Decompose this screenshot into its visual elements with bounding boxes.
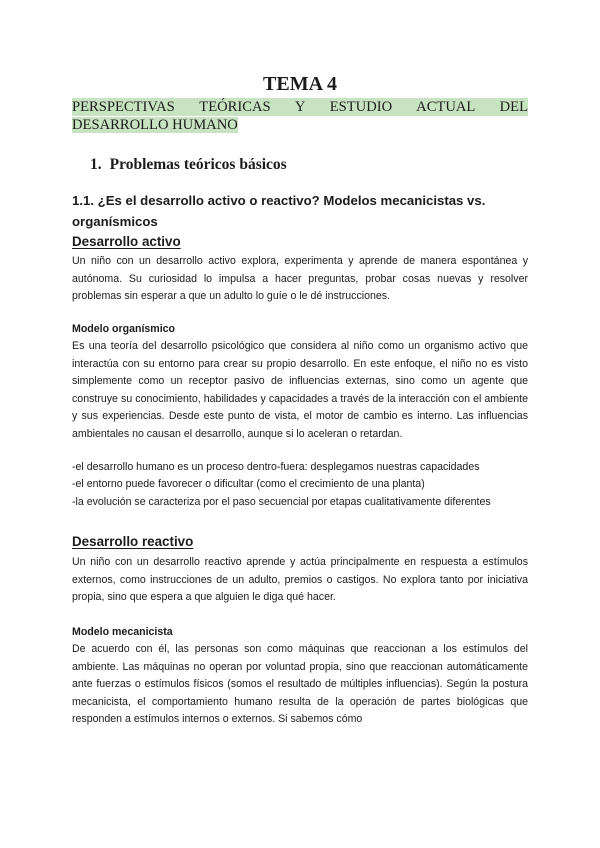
page-subtitle bbox=[72, 98, 528, 134]
section-heading bbox=[90, 156, 287, 174]
organismic-model-text: Es una teoría del desarrollo psicológico que considera al niño como un organismo activo que interactúa con su entorno para crear su propio desarrollo. En este enfoque, el niño no es visto simplemente como un receptor pasivo de influencias externas, sino como un agente que construye su conocimiento, habilidades y capacidades a través de la interacción con el ambiente y sus experiencias. Desde este punto de vista, el motor de cambio es interno. Las influencias ambientales no causan el desarrollo, aunque si lo aceleran o retardan. bbox=[72, 340, 528, 440]
subsection-heading: 1.1. ¿Es el desarrollo activo o reactivo? Modelos mecanicistas vs. organísmicos bbox=[72, 193, 486, 229]
subtitle-line-2: DESARROLLO HUMANO bbox=[72, 117, 238, 133]
list-item: -la evolución se caracteriza por el paso secuencial por etapas cualitativamente diferentes bbox=[72, 495, 491, 508]
document-page bbox=[72, 72, 528, 726]
subtitle-line-1: PERSPECTIVAS TEÓRICAS Y ESTUDIO ACTUAL DEL bbox=[72, 99, 528, 115]
section-title: Problemas teóricos básicos bbox=[109, 156, 287, 173]
mechanistic-model-label: Modelo mecanicista bbox=[72, 626, 173, 638]
section-number: 1. bbox=[90, 156, 102, 173]
page-title: TEMA 4 bbox=[263, 73, 337, 95]
mechanistic-model-text: De acuerdo con él, las personas son como máquinas que reaccionan a los estímulos del ambiente. Las máquinas no operan por voluntad propia, sino que reaccionan automáticamente ante fuerzas o estímulos físicos (somos el resultado de múltiples influencias). Según la postura mecanicista, el comportamiento humano resulta de la operación de partes biológicas que responden a estímulos internos o externos. Si sabemos cómo bbox=[72, 643, 528, 726]
organismic-model-label: Modelo organísmico bbox=[72, 323, 176, 335]
active-development-heading: Desarrollo activo bbox=[72, 234, 181, 249]
organismic-bullet-list bbox=[72, 459, 528, 511]
reactive-development-text: Un niño con un desarrollo reactivo aprende y actúa principalmente en respuesta a estímulos externos, como instrucciones de un adulto, premios o castigos. No explora tanto por iniciativa propia, sino que espera a que alguien le diga qué hacer. bbox=[72, 556, 528, 604]
reactive-development-heading: Desarrollo reactivo bbox=[72, 534, 194, 549]
active-development-text: Un niño con un desarrollo activo explora, experimenta y aprende de manera espontánea y autónoma. Su curiosidad lo impulsa a hacer preguntas, probar cosas nuevas y resolver problemas sin esperar a que un adulto lo guíe o le dé instrucciones. bbox=[72, 255, 528, 303]
list-item: -el entorno puede favorecer o dificultar (como el crecimiento de una planta) bbox=[72, 478, 425, 491]
list-item: -el desarrollo humano es un proceso dentro-fuera: desplegamos nuestras capacidades bbox=[72, 461, 480, 473]
